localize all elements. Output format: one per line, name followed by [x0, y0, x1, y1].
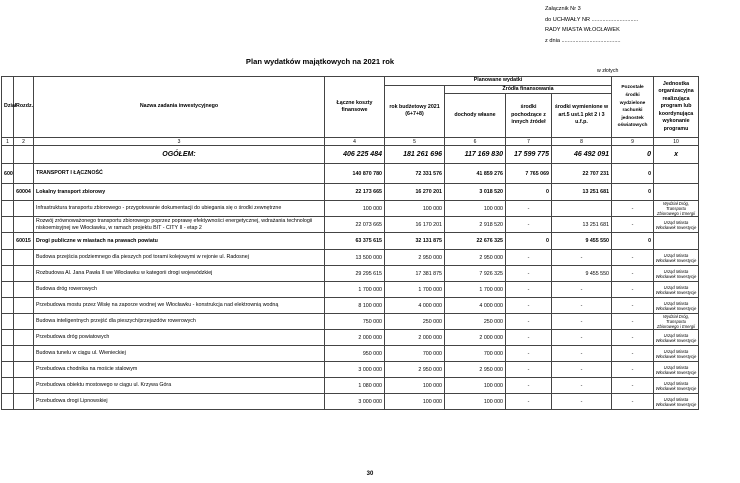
- header-laczne: Łączne koszty finansowe: [325, 77, 385, 138]
- task-jednostka: Urząd Miasta Włocławek Inwestycje: [654, 346, 699, 362]
- task-inne: -: [506, 201, 552, 217]
- task-rok: 2 950 000: [385, 362, 445, 378]
- task-inne: -: [506, 298, 552, 314]
- currency-unit: w złotych: [597, 68, 619, 74]
- section-dochody: 41 859 276: [445, 164, 506, 184]
- task-jednostka: Urząd Miasta Włocławek Inwestycje: [654, 330, 699, 346]
- task-jednostka: Urząd Miasta Włocławek Inwestycje: [654, 394, 699, 410]
- subsection-art5: 13 251 681: [552, 184, 612, 201]
- task-row: [2, 282, 699, 298]
- task-laczne: 3 000 000: [325, 362, 385, 378]
- section-row: [2, 164, 699, 184]
- section-laczne: 140 870 780: [325, 164, 385, 184]
- subsection-dochody: 3 018 520: [445, 184, 506, 201]
- task-row: [2, 362, 699, 378]
- task-art5: 13 251 681: [552, 217, 612, 233]
- task-art5: -: [552, 314, 612, 330]
- task-pozostale: -: [612, 298, 654, 314]
- document-title: Plan wydatków majątkowych na 2021 rok: [245, 57, 395, 66]
- task-inne: -: [506, 314, 552, 330]
- subsection-dochody: 22 676 325: [445, 233, 506, 250]
- task-jednostka: Urząd Miasta Włocławek Inwestycje: [654, 362, 699, 378]
- task-rok: 700 000: [385, 346, 445, 362]
- col-index: 3: [34, 138, 325, 146]
- task-rok: 100 000: [385, 378, 445, 394]
- task-jednostka: Urząd Miasta Włocławek Inwestycje: [654, 298, 699, 314]
- subsection-pozostale: 0: [612, 233, 654, 250]
- task-pozostale: -: [612, 201, 654, 217]
- task-row: [2, 378, 699, 394]
- task-name: Budowa inteligentnych przejść dla pieszych/przejazdów rowerowych: [34, 314, 325, 330]
- task-laczne: 1 700 000: [325, 282, 385, 298]
- task-art5: -: [552, 362, 612, 378]
- task-dochody: 2 950 000: [445, 362, 506, 378]
- task-dochody: 2 918 520: [445, 217, 506, 233]
- section-rok: 72 331 576: [385, 164, 445, 184]
- task-laczne: 100 000: [325, 201, 385, 217]
- col-index: 8: [552, 138, 612, 146]
- task-jednostka: Urząd Miasta Włocławek Inwestycje: [654, 266, 699, 282]
- task-pozostale: -: [612, 346, 654, 362]
- task-name: Przebudowa drogi Lipnowskiej: [34, 394, 325, 410]
- task-inne: -: [506, 266, 552, 282]
- task-rok: 100 000: [385, 394, 445, 410]
- col-index: 9: [612, 138, 654, 146]
- task-laczne: 8 100 000: [325, 298, 385, 314]
- task-dochody: 4 000 000: [445, 298, 506, 314]
- subsection-inne: 0: [506, 184, 552, 201]
- task-rok: 100 000: [385, 201, 445, 217]
- total-jednostka: x: [654, 146, 699, 164]
- attachment-header: [545, 4, 638, 46]
- section-inne: 7 765 069: [506, 164, 552, 184]
- total-pozostale: 0: [612, 146, 654, 164]
- task-art5: -: [552, 394, 612, 410]
- task-art5: -: [552, 378, 612, 394]
- total-dochody: 117 169 830: [445, 146, 506, 164]
- subsection-rok: 32 131 875: [385, 233, 445, 250]
- task-inne: -: [506, 282, 552, 298]
- task-row: [2, 201, 699, 217]
- task-rok: 1 700 000: [385, 282, 445, 298]
- column-index-row: [2, 138, 699, 146]
- col-index: 7: [506, 138, 552, 146]
- task-rok: 250 000: [385, 314, 445, 330]
- task-row: [2, 266, 699, 282]
- task-inne: -: [506, 217, 552, 233]
- subsection-row: [2, 233, 699, 250]
- task-rok: 17 381 875: [385, 266, 445, 282]
- task-dochody: 700 000: [445, 346, 506, 362]
- subsection-name: Drogi publiczne w miastach na prawach powiatu: [34, 233, 325, 250]
- total-row: [2, 146, 699, 164]
- total-inne: 17 599 775: [506, 146, 552, 164]
- task-dochody: 100 000: [445, 201, 506, 217]
- col-index: 6: [445, 138, 506, 146]
- total-art5: 46 492 091: [552, 146, 612, 164]
- col-index: 10: [654, 138, 699, 146]
- expenditure-table: [1, 76, 699, 410]
- header-planowane: Planowane wydatki: [385, 77, 612, 86]
- subsection-rok: 16 270 201: [385, 184, 445, 201]
- task-dochody: 100 000: [445, 378, 506, 394]
- task-laczne: 750 000: [325, 314, 385, 330]
- task-dochody: 250 000: [445, 314, 506, 330]
- subsection-pozostale: 0: [612, 184, 654, 201]
- task-inne: -: [506, 250, 552, 266]
- total-laczne: 406 225 484: [325, 146, 385, 164]
- task-dochody: 2 000 000: [445, 330, 506, 346]
- header-srodki-art5: środki wymienione w art.5 ust.1 pkt 2 i 3 u.f.p.: [552, 94, 612, 138]
- task-row: [2, 394, 699, 410]
- header-jednostka: Jednostka organizacyjna realizująca program lub koordynująca wykonanie programu: [654, 77, 699, 138]
- task-row: [2, 314, 699, 330]
- task-pozostale: -: [612, 394, 654, 410]
- task-art5: [552, 201, 612, 217]
- task-art5: -: [552, 250, 612, 266]
- section-art5: 22 707 231: [552, 164, 612, 184]
- header-srodki-inne: środki pochodzące z innych źródeł: [506, 94, 552, 138]
- subsection-row: [2, 184, 699, 201]
- attachment-line: RADY MIASTA WŁOCŁAWEK: [545, 27, 620, 33]
- col-index: 2: [14, 138, 34, 146]
- task-row: [2, 250, 699, 266]
- attachment-line: do UCHWAŁY NR ..............................: [545, 16, 639, 23]
- task-pozostale: -: [612, 330, 654, 346]
- task-name: Przebudowa mostu przez Wisłę na zaporze wodnej we Włocławku - konstrukcja nad elektrownią wodną: [34, 298, 325, 314]
- task-pozostale: -: [612, 250, 654, 266]
- task-pozostale: -: [612, 282, 654, 298]
- task-rok: 2 000 000: [385, 330, 445, 346]
- total-label: OGÓŁEM:: [34, 146, 325, 164]
- task-art5: -: [552, 282, 612, 298]
- task-inne: -: [506, 394, 552, 410]
- subsection-rozdz: 60004: [14, 184, 34, 201]
- task-jednostka: Urząd Miasta Włocławek Inwestycje: [654, 217, 699, 233]
- attachment-line: z dnia ......................................: [545, 37, 621, 44]
- header-rok: rok budżetowy 2021 (6+7+8): [385, 85, 445, 138]
- task-inne: -: [506, 346, 552, 362]
- subsection-rozdz: 60015: [14, 233, 34, 250]
- subsection-laczne: 22 173 665: [325, 184, 385, 201]
- task-inne: -: [506, 362, 552, 378]
- header-pozostale: Pozostałe środki wydzielone rachunki jednostek oświatowych: [612, 77, 654, 138]
- header-dochody: dochody własne: [445, 94, 506, 138]
- task-name: Infrastruktura transportu zbiorowego - przygotowanie dokumentacji do ubiegania się o środki zewnętrzne: [34, 201, 325, 217]
- subsection-name: Lokalny transport zbiorowy: [34, 184, 325, 201]
- task-pozostale: -: [612, 362, 654, 378]
- section-name: TRANSPORT I ŁĄCZNOŚĆ: [34, 164, 325, 184]
- task-art5: -: [552, 298, 612, 314]
- task-laczne: 950 000: [325, 346, 385, 362]
- task-name: Budowa przejścia podziemnego dla pieszych pod torami kolejowymi w rejonie ul. Radosnej: [34, 250, 325, 266]
- task-dochody: 2 950 000: [445, 250, 506, 266]
- task-rok: 2 950 000: [385, 250, 445, 266]
- task-jednostka: Wydział Dróg, Transportu Zbiorowego i Energii: [654, 314, 699, 330]
- col-index: 5: [385, 138, 445, 146]
- header-dzial: Dział: [2, 77, 14, 138]
- header-nazwa: Nazwa zadania inwestycyjnego: [34, 77, 325, 138]
- subsection-laczne: 63 375 615: [325, 233, 385, 250]
- task-name: Przebudowa chodnika na moście stalowym: [34, 362, 325, 378]
- task-laczne: 3 000 000: [325, 394, 385, 410]
- task-jednostka: Urząd Miasta Włocławek Inwestycje: [654, 378, 699, 394]
- task-inne: -: [506, 378, 552, 394]
- header-rozdz: Rozdz.: [14, 77, 34, 138]
- task-pozostale: -: [612, 217, 654, 233]
- task-jednostka: Urząd Miasta Włocławek Inwestycje: [654, 282, 699, 298]
- task-name: Przebudowa dróg powiatowych: [34, 330, 325, 346]
- task-name: Budowa tunelu w ciągu ul. Wienieckiej: [34, 346, 325, 362]
- task-row: [2, 346, 699, 362]
- task-art5: -: [552, 330, 612, 346]
- task-pozostale: -: [612, 314, 654, 330]
- attachment-line: Załącznik Nr 3: [545, 6, 581, 12]
- task-row: [2, 298, 699, 314]
- task-row: [2, 330, 699, 346]
- task-name: Rozwój zrównoważonego transportu zbiorowego poprzez poprawę efektywności energetycznej, wdrażania technologii niskoemisyjnej we Włocławku, w ramach projektu BIT - CITY II - etap 2: [34, 217, 325, 233]
- task-jednostka: Wydział Dróg, Transportu Zbiorowego i Energii: [654, 201, 699, 217]
- section-dzial: 600: [2, 164, 14, 184]
- page-number: 30: [366, 471, 374, 477]
- col-index: 4: [325, 138, 385, 146]
- task-dochody: 7 926 325: [445, 266, 506, 282]
- task-pozostale: -: [612, 266, 654, 282]
- header-zrodla: Źródła finansowania: [445, 85, 612, 94]
- task-inne: -: [506, 330, 552, 346]
- task-art5: -: [552, 346, 612, 362]
- task-laczne: 29 295 615: [325, 266, 385, 282]
- task-name: Rozbudowa Al. Jana Pawła II we Włocławku w kategorii drogi wojewódzkiej: [34, 266, 325, 282]
- task-name: Budowa dróg rowerowych: [34, 282, 325, 298]
- subsection-inne: 0: [506, 233, 552, 250]
- task-dochody: 100 000: [445, 394, 506, 410]
- task-laczne: 1 080 000: [325, 378, 385, 394]
- task-row: [2, 217, 699, 233]
- task-name: Przebudowa obiektu mostowego w ciągu ul. Krzywa Góra: [34, 378, 325, 394]
- total-rok: 181 261 696: [385, 146, 445, 164]
- task-dochody: 1 700 000: [445, 282, 506, 298]
- subsection-art5: 9 455 550: [552, 233, 612, 250]
- task-pozostale: -: [612, 378, 654, 394]
- task-laczne: 2 000 000: [325, 330, 385, 346]
- task-rok: 16 170 201: [385, 217, 445, 233]
- task-art5: 9 455 550: [552, 266, 612, 282]
- col-index: 1: [2, 138, 14, 146]
- task-laczne: 22 073 665: [325, 217, 385, 233]
- task-laczne: 13 500 000: [325, 250, 385, 266]
- task-jednostka: Urząd Miasta Włocławek Inwestycje: [654, 250, 699, 266]
- section-pozostale: 0: [612, 164, 654, 184]
- task-rok: 4 000 000: [385, 298, 445, 314]
